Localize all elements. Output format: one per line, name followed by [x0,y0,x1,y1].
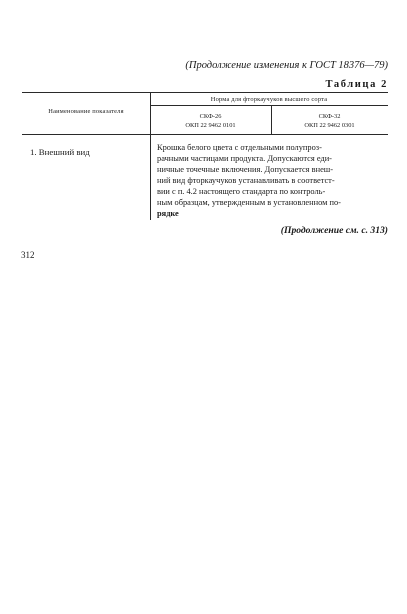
page-number: 312 [21,250,35,260]
column-divider [150,92,151,220]
description-line: рядке [157,209,179,218]
table-top-rule [22,92,388,93]
grade-okp-code: ОКП 22 9462 0101 [185,121,236,129]
header-bottom-rule [22,134,388,135]
norm-split-rule [150,105,388,106]
grade-name: СКФ-26 [199,113,222,120]
grade-header-skf32 [271,113,388,130]
header-norm: Норма для фторкаучуков высшего сорта [210,96,328,103]
table-label: Таблица 2 [325,79,388,90]
row-appearance-description [157,142,388,219]
row-indicator-appearance: 1. Внешний вид [30,147,90,157]
description-line: Крошка белого цвета с отдельными полупроз- [157,143,322,152]
continuation-note-bottom: (Продолжение см. с. 313) [280,225,388,236]
grade-header-skf26 [150,113,271,130]
description-line: рачными частицами продукта. Допускаются еди- [157,154,332,163]
description-line: ничные точечные включения. Допускается внеш- [157,165,334,174]
continuation-note-top: (Продолжение изменения к ГОСТ 18376—79) [185,60,388,71]
description-line: ний вид фторкаучуков устанавливать в соответст- [157,176,335,185]
grade-okp-code: ОКП 22 9462 0301 [304,121,355,129]
grade-name: СКФ-32 [318,113,341,120]
header-indicator-name: Наименование показателя [48,108,124,115]
description-line: вии с п. 4.2 настоящего стандарта по контроль- [157,187,326,196]
description-line: ным образцам, утвержденным в установленном по- [157,198,341,207]
